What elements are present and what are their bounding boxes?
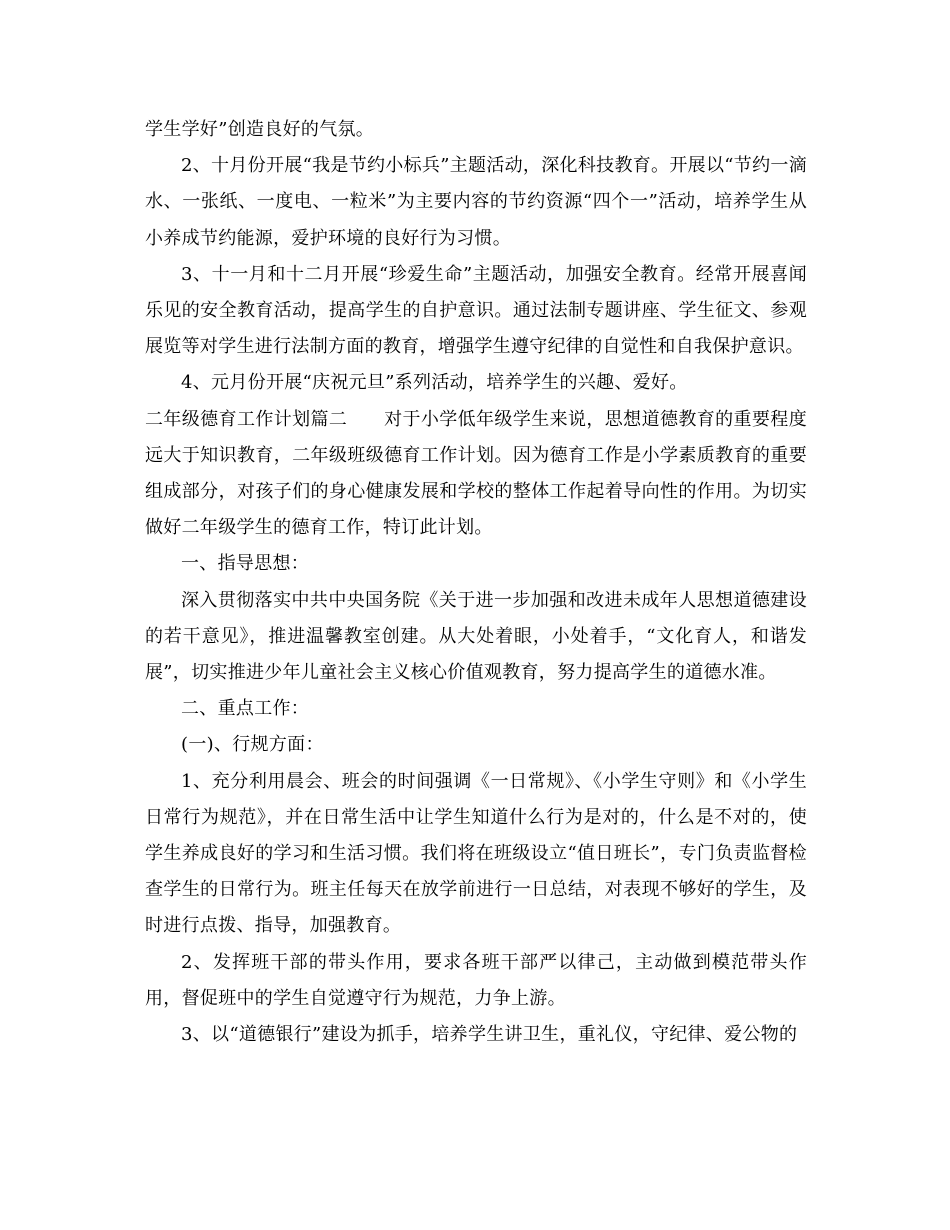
- heading-key-work: 二、重点工作：: [181, 698, 310, 720]
- heading-guiding-thought: 一、指导思想：: [181, 553, 310, 575]
- paragraph: 深入贯彻落实中共中央国务院《关于进一步加强和改进未成年人思想道德建设的若干意见》，推进温馨教室创建。从大处着眼，小处着手，“文化育人，和谐发展”，切实推进少年儿童社会主义核心价值观教育，努力提高学生的道德水准。: [145, 589, 807, 684]
- paragraph: 2、发挥班干部的带头作用，要求各班干部严以律己，主动做到模范带头作用，督促班中的学生自觉遵守行为规范，力争上游。: [145, 951, 807, 1009]
- paragraph: 2、十月份开展“我是节约小标兵”主题活动，深化科技教育。开展以“节约一滴水、一张纸、一度电、一粒米”为主要内容的节约资源“四个一”活动，培养学生从小养成节约能源，爱护环境的良好行为习惯。: [145, 155, 807, 249]
- paragraph: 3、以“道德银行”建设为抓手，培养学生讲卫生，重礼仪，守纪律、爱公物的: [181, 1024, 798, 1046]
- paragraph: 1、充分利用晨会、班会的时间强调《一日常规》、《小学生守则》和《小学生日常行为规范》，并在日常生活中让学生知道什么行为是对的，什么是不对的，使学生养成良好的学习和生活习惯。我们将在班级设立“值日班长”，专门负责监督检查学生的日常行为。班主任每天在放学前进行一日总结，对表现不够好的学生，及时进行点拨、指导，加强教育。: [145, 770, 807, 937]
- document-page: [145, 112, 807, 1053]
- subheading-conduct: (一)、行规方面：: [181, 734, 324, 756]
- paragraph: 4、元月份开展“庆祝元旦”系列活动，培养学生的兴趣、爱好。: [181, 372, 688, 394]
- section-heading-paragraph: 二年级德育工作计划篇二 对于小学低年级学生来说，思想道德教育的重要程度远大于知识教育，二年级班级德育工作计划。因为德育工作是小学素质教育的重要组成部分，对孩子们的身心健康发展和学校的整体工作起着导向性的作用。为切实做好二年级学生的德育工作，特订此计划。: [145, 408, 807, 539]
- paragraph: 学生学好”创造良好的气氛。: [145, 119, 375, 140]
- paragraph: 3、十一月和十二月开展“珍爱生命”主题活动，加强安全教育。经常开展喜闻乐见的安全教育活动，提高学生的自护意识。通过法制专题讲座、学生征文、参观展览等对学生进行法制方面的教育，增强学生遵守纪律的自觉性和自我保护意识。: [145, 263, 807, 358]
